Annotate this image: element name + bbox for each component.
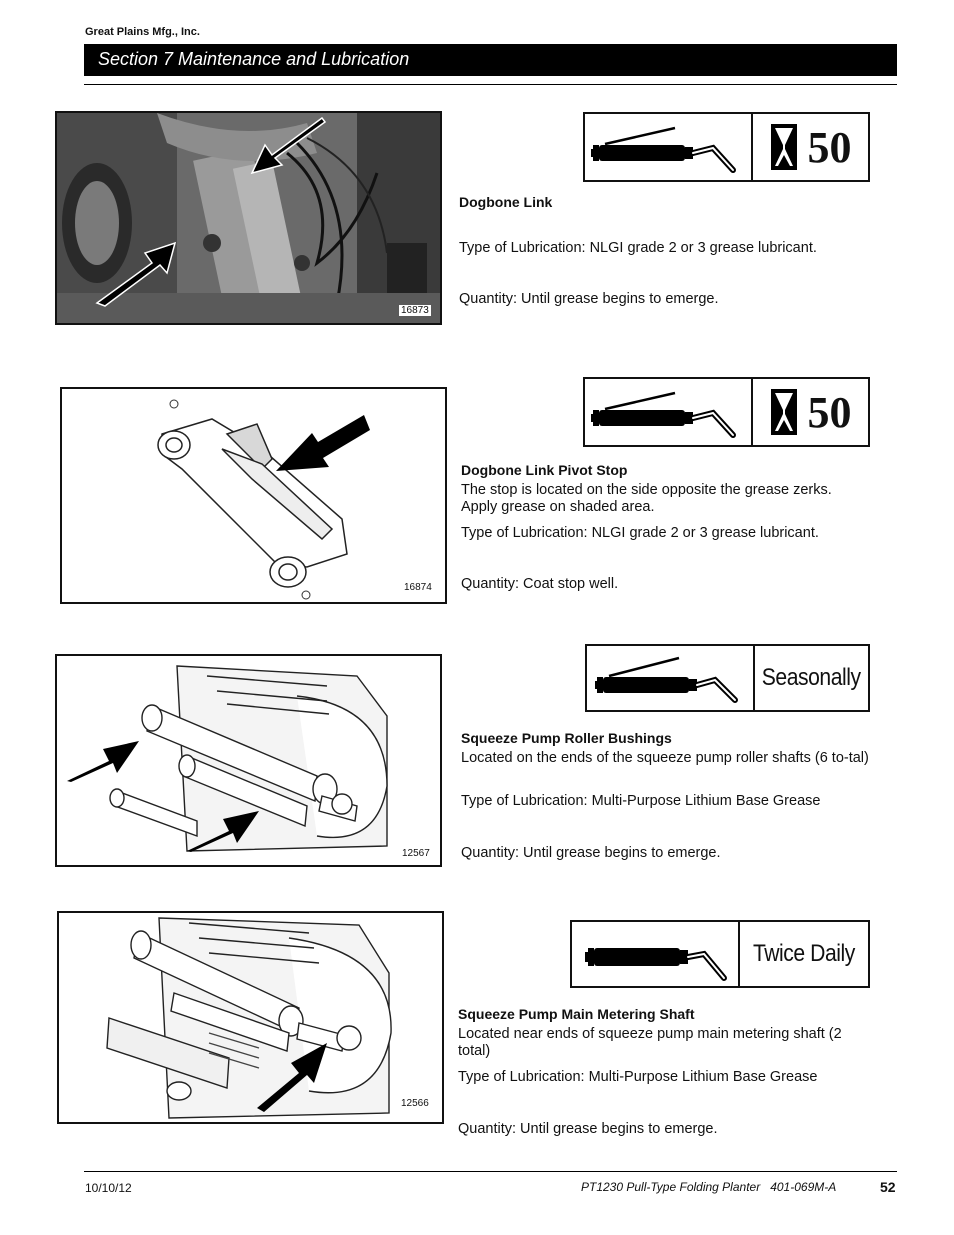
lube-interval-badge	[583, 377, 870, 447]
lubrication-quantity: Quantity: Until grease begins to emerge.	[459, 291, 719, 307]
section-title-bar	[84, 44, 897, 76]
page-number: 52	[880, 1179, 896, 1195]
interval-hours: 50	[807, 387, 852, 437]
item-description: The stop is located on the side opposite the grease zerks. Apply grease on shaded area.	[461, 482, 832, 515]
lubrication-type: Type of Lubrication: NLGI grade 2 or 3 grease lubricant.	[461, 525, 819, 541]
lube-interval-badge	[570, 920, 870, 988]
roller-bushings-line-drawing	[57, 656, 440, 865]
lube-interval-badge	[583, 112, 870, 182]
hourglass-icon	[770, 388, 798, 436]
hourglass-icon	[770, 123, 798, 171]
item-title: Dogbone Link Pivot Stop	[461, 462, 628, 478]
grease-gun-icon	[587, 646, 755, 710]
footer-rule	[84, 1171, 897, 1172]
item-title: Dogbone Link	[459, 194, 553, 210]
item-description: Located on the ends of the squeeze pump roller shafts (6 to-tal)	[461, 750, 869, 766]
grease-gun-icon	[585, 114, 753, 180]
figure-pivot-stop-drawing	[60, 387, 447, 604]
grease-gun-icon	[585, 379, 753, 445]
section-title: Section 7 Maintenance and Lubrication	[98, 49, 410, 69]
figure-number: 12567	[402, 848, 430, 859]
grease-gun-icon	[572, 922, 740, 986]
figure-number: 16873	[401, 305, 429, 316]
dogbone-link-photo-illustration	[57, 113, 440, 323]
lubrication-type: Type of Lubrication: Multi-Purpose Lithium Base Grease	[461, 793, 821, 809]
item-description: Located near ends of squeeze pump main metering shaft (2 total)	[458, 1026, 842, 1059]
figure-number: 16874	[404, 582, 432, 593]
header-rule	[84, 84, 897, 85]
footer-document-title: PT1230 Pull-Type Folding Planter 401-069M-A	[581, 1180, 837, 1194]
figure-metering-shaft-drawing	[57, 911, 444, 1124]
company-name: Great Plains Mfg., Inc.	[85, 26, 200, 38]
figure-roller-bushings-drawing	[55, 654, 442, 867]
interval-label: Seasonally	[762, 664, 861, 691]
figure-dogbone-link-photo	[55, 111, 442, 325]
lubrication-type: Type of Lubrication: NLGI grade 2 or 3 grease lubricant.	[459, 240, 817, 256]
item-title: Squeeze Pump Main Metering Shaft	[458, 1006, 695, 1022]
lubrication-quantity: Quantity: Coat stop well.	[461, 576, 619, 592]
metering-shaft-line-drawing	[59, 913, 442, 1122]
interval-label: Twice Daily	[753, 940, 855, 967]
lubrication-quantity: Quantity: Until grease begins to emerge.	[461, 845, 721, 861]
figure-number: 12566	[401, 1098, 429, 1109]
footer-date: 10/10/12	[85, 1181, 132, 1195]
item-title: Squeeze Pump Roller Bushings	[461, 730, 672, 746]
pivot-stop-line-drawing	[62, 389, 445, 602]
lubrication-type: Type of Lubrication: Multi-Purpose Lithium Base Grease	[458, 1069, 818, 1085]
lube-interval-badge	[585, 644, 870, 712]
interval-hours: 50	[807, 122, 852, 172]
lubrication-quantity: Quantity: Until grease begins to emerge.	[458, 1121, 718, 1137]
